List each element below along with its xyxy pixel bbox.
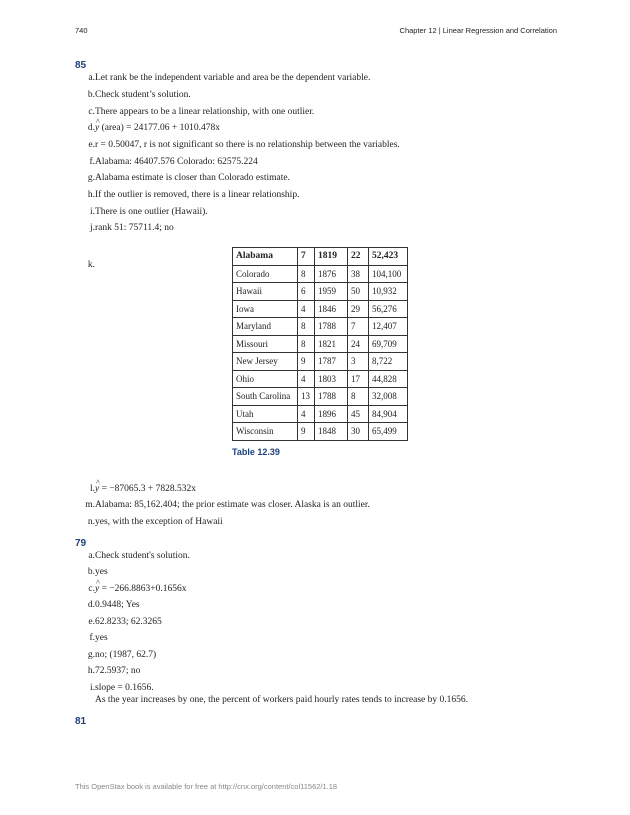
table-row: [233, 405, 408, 423]
item-text: Alabama estimate is closer than Colorado estimate.: [95, 173, 290, 183]
table-cell: 17: [348, 370, 369, 388]
item-letter: l.: [89, 484, 95, 494]
table-cell: 1959: [315, 283, 348, 301]
table-header-cell: 22: [348, 248, 369, 266]
table-cell: 38: [348, 265, 369, 283]
list-item-n: [75, 516, 555, 528]
table-cell: 1896: [315, 405, 348, 423]
item-text: Let rank be the independent variable and area be the dependent variable.: [95, 73, 371, 83]
table-cell: 29: [348, 300, 369, 318]
problem-number-85: 85: [75, 60, 87, 71]
item-text: rank 51: 75711.4; no: [95, 223, 174, 233]
item-letter: g.: [87, 173, 95, 183]
table-cell: 8: [298, 318, 315, 336]
table-cell: 13: [298, 388, 315, 406]
table-row: [233, 283, 408, 301]
item-text: If the outlier is removed, there is a linear relationship.: [95, 190, 300, 200]
table-cell: 9: [298, 423, 315, 441]
item-text: Alabama: 85,162.404; the prior estimate was closer. Alaska is an outlier.: [95, 500, 370, 510]
table-cell: Missouri: [233, 335, 298, 353]
item-text: no; (1987, 62.7): [95, 650, 157, 660]
item-letter: h.: [87, 190, 95, 200]
problem-number-81: 81: [75, 716, 87, 727]
table-cell: 30: [348, 423, 369, 441]
table-cell: 69,709: [369, 335, 408, 353]
table-cell: Ohio: [233, 370, 298, 388]
list-item-b: [75, 566, 555, 578]
list-item-h: [75, 189, 555, 201]
list-item-g: [75, 172, 555, 184]
item-text: Alabama: 46407.576 Colorado: 62575.224: [95, 157, 258, 167]
item-letter: k.: [87, 260, 95, 270]
list-item-a: [75, 72, 555, 84]
list-item-l: [75, 483, 555, 495]
table-row: [233, 388, 408, 406]
table-cell: 4: [298, 300, 315, 318]
footer-text: This OpenStax book is available for free at http://cnx.org/content/col11562/1.18: [75, 782, 338, 791]
table-cell: 8,722: [369, 353, 408, 371]
table-cell: 44,828: [369, 370, 408, 388]
item-text: r = 0.50047, r is not significant so there is no relationship between the variables.: [95, 140, 400, 150]
table-cell: 4: [298, 370, 315, 388]
item-letter: g.: [87, 650, 95, 660]
table-cell: Iowa: [233, 300, 298, 318]
item-text: yes: [95, 633, 108, 643]
list-item-j: [75, 222, 555, 234]
table-cell: 1846: [315, 300, 348, 318]
table-cell: 32,008: [369, 388, 408, 406]
table-row: [233, 370, 408, 388]
table-cell: 1821: [315, 335, 348, 353]
table-header-cell: 52,423: [369, 248, 408, 266]
item-text: There appears to be a linear relationship, with one outlier.: [95, 107, 315, 117]
item-text-continuation: As the year increases by one, the percent of workers paid hourly rates tends to increase by 0.1656.: [95, 695, 469, 705]
table-cell: 8: [298, 265, 315, 283]
item-text: = −266.8863+0.1656x: [99, 584, 187, 594]
list-item-i: [75, 682, 555, 705]
item-text: Check student's solution.: [95, 551, 190, 561]
list-item-h: [75, 665, 555, 677]
table-cell: South Carolina: [233, 388, 298, 406]
list-item-f: [75, 156, 555, 168]
table-cell: 1876: [315, 265, 348, 283]
table-cell: 1803: [315, 370, 348, 388]
table-row: [233, 423, 408, 441]
table-cell: 56,276: [369, 300, 408, 318]
item-text: 72.5937; no: [95, 666, 141, 676]
list-item-g: [75, 649, 555, 661]
table-cell: 104,100: [369, 265, 408, 283]
table-cell: Colorado: [233, 265, 298, 283]
table-cell: 10,932: [369, 283, 408, 301]
chapter-header: Chapter 12 | Linear Regression and Correlation: [399, 26, 557, 35]
problem-number-79: 79: [75, 538, 87, 549]
item-text: yes: [95, 567, 108, 577]
page-number: 740: [75, 26, 88, 35]
list-item-i: [75, 206, 555, 218]
table-cell: 6: [298, 283, 315, 301]
table-row: [233, 318, 408, 336]
item-letter: n.: [87, 517, 95, 527]
item-letter: e.: [88, 140, 95, 150]
state-data-table: [232, 247, 408, 441]
item-text: Check student’s solution.: [95, 90, 191, 100]
list-item-d: [75, 599, 555, 611]
table-header-row: [233, 248, 408, 266]
list-item-e: [75, 616, 555, 628]
list-item-e: [75, 139, 555, 151]
table-cell: 9: [298, 353, 315, 371]
item-letter: f.: [89, 633, 95, 643]
item-text: = −87065.3 + 7828.532x: [99, 484, 197, 494]
item-text-with-yhat: [95, 483, 196, 495]
table-cell: 65,499: [369, 423, 408, 441]
item-letter: b.: [87, 567, 95, 577]
table-caption: Table 12.39: [232, 447, 280, 457]
item-text-with-yhat: [95, 583, 187, 595]
table-cell: Utah: [233, 405, 298, 423]
list-item-m: [75, 499, 555, 511]
item-letter: b.: [87, 90, 95, 100]
list-item-a: [75, 550, 555, 562]
table-cell: 8: [298, 335, 315, 353]
y-hat-symbol: ^ y: [95, 122, 99, 134]
list-item-f: [75, 632, 555, 644]
table-row: [233, 335, 408, 353]
list-item-c: [75, 583, 555, 595]
y-hat-symbol: ^ y: [95, 483, 99, 495]
table-cell: Maryland: [233, 318, 298, 336]
table-cell: New Jersey: [233, 353, 298, 371]
table-cell: 7: [348, 318, 369, 336]
table-cell: 1788: [315, 318, 348, 336]
item-letter: f.: [89, 157, 95, 167]
table-cell: 24: [348, 335, 369, 353]
item-text: There is one outlier (Hawaii).: [95, 207, 208, 217]
item-text: (area) = 24177.06 + 1010.478x: [101, 123, 220, 133]
item-letter: d.: [87, 123, 95, 133]
table-cell: 1848: [315, 423, 348, 441]
table-cell: Wisconsin: [233, 423, 298, 441]
table-cell: 1787: [315, 353, 348, 371]
item-text-with-yhat: [95, 122, 220, 134]
item-letter: j.: [89, 223, 95, 233]
table-row: [233, 353, 408, 371]
item-letter: m.: [85, 500, 95, 510]
table-cell: 1788: [315, 388, 348, 406]
table-cell: 50: [348, 283, 369, 301]
list-item-d: [75, 122, 555, 134]
item-text: 62.8233; 62.3265: [95, 617, 162, 627]
table-cell: 45: [348, 405, 369, 423]
list-item-b: [75, 89, 555, 101]
table-cell: 3: [348, 353, 369, 371]
y-hat-symbol: ^ y: [95, 583, 99, 595]
item-letter: i.: [89, 207, 95, 217]
table-row: [233, 265, 408, 283]
item-letter: d.: [87, 600, 95, 610]
item-text: 0.9448; Yes: [95, 600, 140, 610]
item-letter: a.: [88, 551, 95, 561]
table-header-cell: Alabama: [233, 248, 298, 266]
table-header-cell: 7: [298, 248, 315, 266]
item-letter: a.: [88, 73, 95, 83]
table-row: [233, 300, 408, 318]
item-letter: h.: [87, 666, 95, 676]
item-text: yes, with the exception of Hawaii: [95, 517, 223, 527]
table-cell: Hawaii: [233, 283, 298, 301]
table-cell: 8: [348, 388, 369, 406]
item-letter: i.: [89, 683, 95, 693]
item-letter: c.: [88, 107, 95, 117]
item-letter: c.: [88, 584, 95, 594]
item-letter: e.: [88, 617, 95, 627]
list-item-c: [75, 106, 555, 118]
table-cell: 4: [298, 405, 315, 423]
table-cell: 84,904: [369, 405, 408, 423]
table-cell: 12,407: [369, 318, 408, 336]
item-text: slope = 0.1656.: [95, 683, 154, 693]
table-header-cell: 1819: [315, 248, 348, 266]
